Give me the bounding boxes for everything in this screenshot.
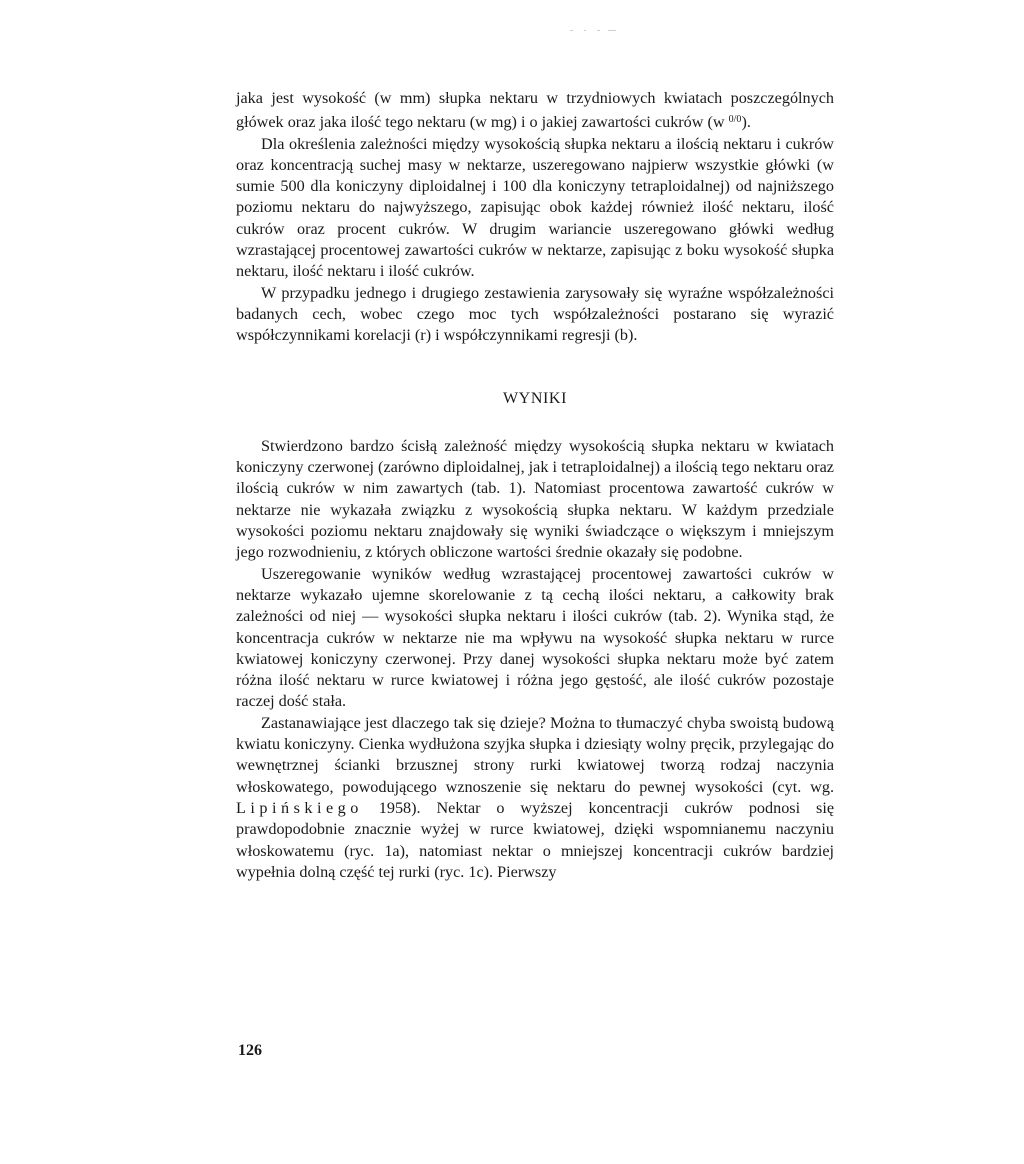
paragraph-intro <box>236 88 834 134</box>
paragraph-intro-end: ). <box>741 113 751 132</box>
paragraph-results-2: Uszeregowanie wyników według wzrastającej procentowej zawartości cukrów w nektarze wykazało ujemne skorelowanie z tą cechą ilości nektaru, a całkowity brak zależności od niej — wysokości słupka nektaru i ilości cukrów (tab. 2). Wynika stąd, że koncentracja cukrów w nektarze nie ma wpływu na wysokość słupka nektaru w rurce kwiatowej koniczyny czerwonej. Przy danej wysokości słupka nektaru może być zatem różna ilość nektaru w rurce kwiatowej i różna jego gęstość, ale ilość cukrów pozostaje raczej dość stała. <box>236 564 834 711</box>
page-body <box>236 88 834 883</box>
page-number: 126 <box>238 1042 262 1059</box>
paragraph-results-1: Stwierdzono bardzo ścisłą zależność między wysokością słupka nektaru w kwiatach koniczyny czerwonej (zarówno diploidalnej, jak i tetraploidalnej) a ilością tego nektaru oraz ilością cukrów w nim zawartych (tab. 1). Natomiast procentowa zawartość cukrów w nektarze nie wykazała związku z wysokością słupka nektaru. W każdym przedziale wysokości poziomu nektaru znajdowały się wyniki świadczące o większym i mniejszym jego rozwodnieniu, z których obliczone wartości średnie okazały się podobne. <box>236 436 834 562</box>
section-heading: WYNIKI <box>502 389 568 407</box>
paragraph-results-3-cont: 1958). Nektar o wyższej koncentracji cukrów podnosi się prawdopodobnie znacznie wyżej w rurce kwiatowej, dzięki wspomnianemu naczyniu włoskowatemu (ryc. 1a), natomiast nektar o mniejszej koncentracji cukrów bardziej wypełnia dolną część tej rurki (ryc. 1c). Pierwszy <box>236 798 834 881</box>
percent-sign: 0/0 <box>728 114 742 126</box>
paragraph-intro-text: jaka jest wysokość (w mm) słupka nektaru w trzydniowych kwiatach poszczególnych główek oraz jaka ilość tego nektaru (w mg) i o jakiej zawartości cukrów (w <box>236 89 834 132</box>
scan-specks <box>570 30 616 33</box>
paragraph-results-3 <box>236 713 834 883</box>
paragraph-method: Dla określenia zależności między wysokością słupka nektaru a ilością nektaru i cukrów oraz koncentracją suchej masy w nektarze, uszeregowano najpierw wszystkie główki (w sumie 500 dla koniczyny diploidalnej i 100 dla koniczyny tetraploidalnej) od najniższego poziomu nektaru do najwyższego, zapisując obok każdej również ilość nektaru, ilość cukrów oraz procent cukrów. W drugim wariancie uszeregowano główki według wzrastającej procentowej zawartości cukrów w nektarze, zapisując z boku wysokość słupka nektaru, ilość nektaru i ilość cukrów. <box>236 134 834 281</box>
paragraph-correlation: W przypadku jednego i drugiego zestawienia zarysowały się wyraźne współzależności badanych cech, wobec czego moc tych współzależności postarano się wyrazić współczynnikami korelacji (r) i współczynnikami regresji (b). <box>236 283 834 345</box>
cited-author: Lipińskiego <box>236 798 363 817</box>
paragraph-results-3-text: Zastanawiające jest dlaczego tak się dzieje? Można to tłumaczyć chyba swoistą budową kwiatu koniczyny. Cienka wydłużona szyjka słupka i dziesiąty wolny pręcik, przylegając do wewnętrznej ścianki brzusznej strony rurki kwiatowej tworzą rodzaj naczynia włoskowatego, powodującego wznoszenie się nektaru do pewnej wysokości (cyt. wg. <box>236 713 834 796</box>
